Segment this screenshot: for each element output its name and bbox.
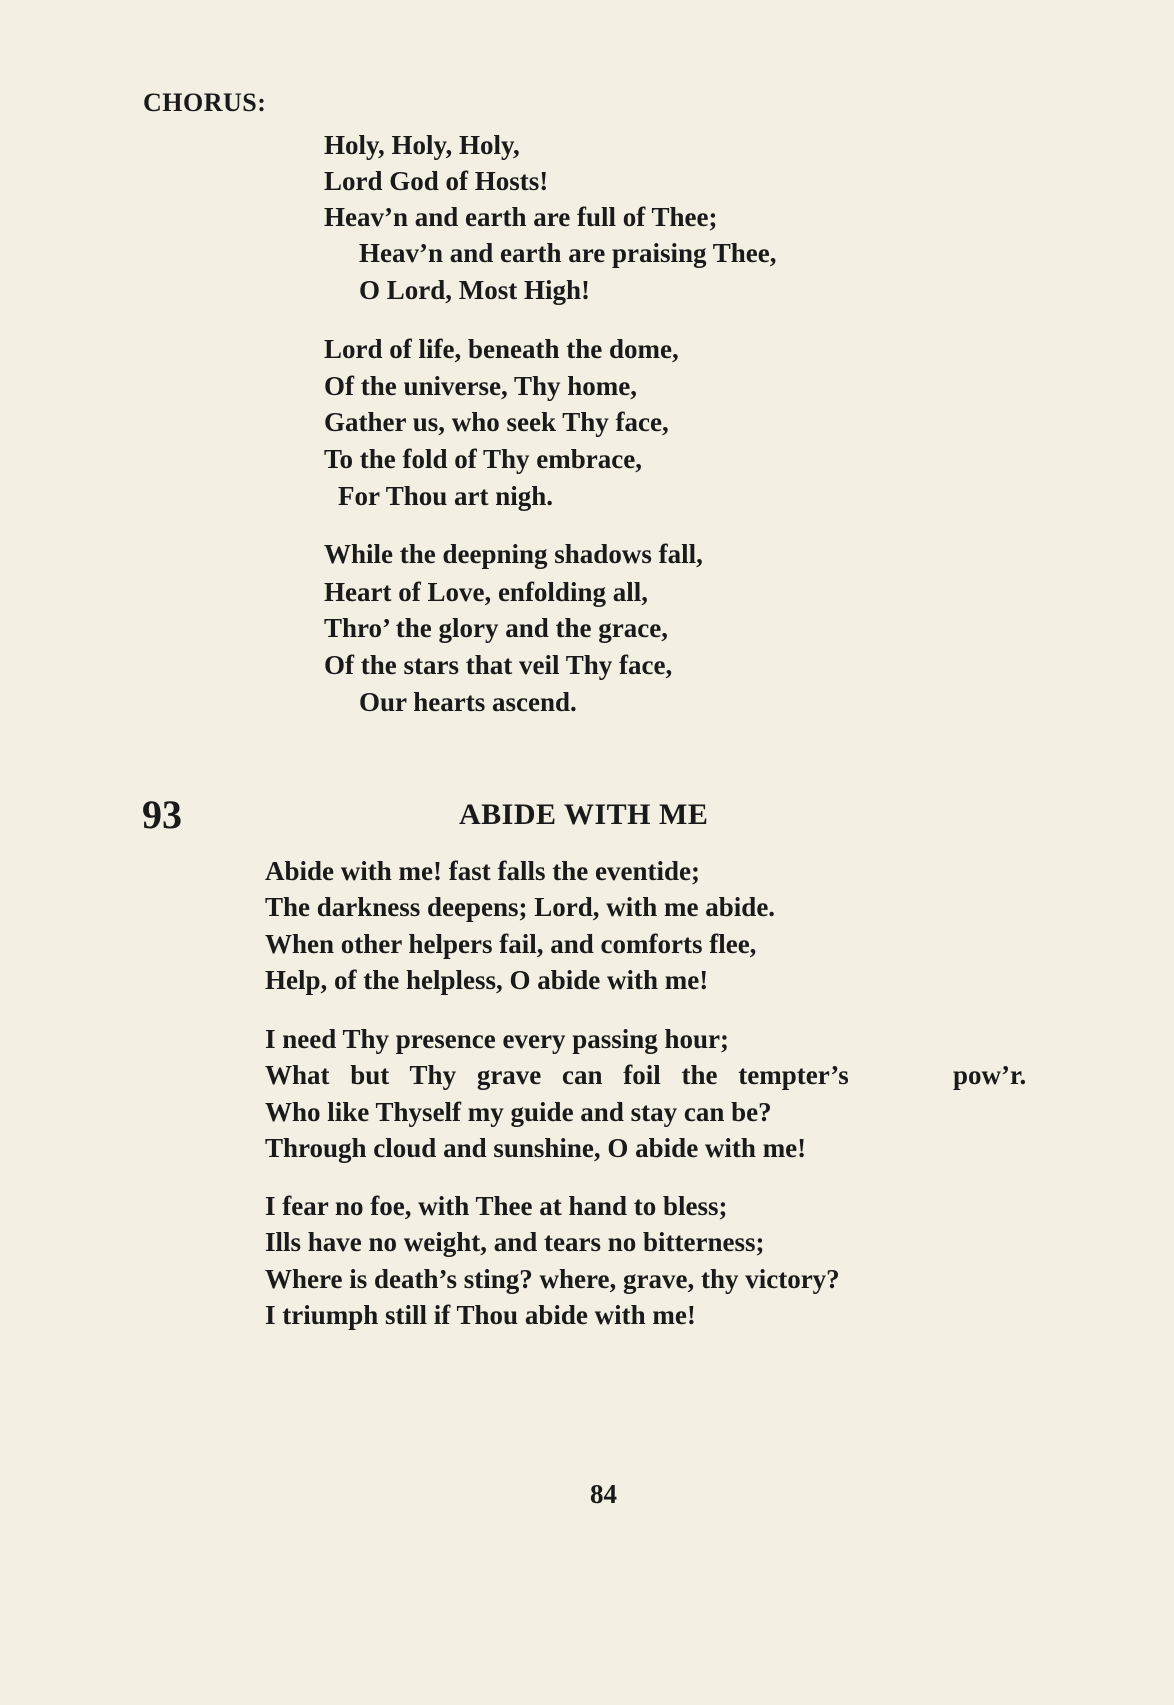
hymn-number: 93 <box>142 792 182 837</box>
hymn-line: I triumph still if Thou abide with me! <box>265 1300 696 1330</box>
hymn-line: I need Thy presence every passing hour; <box>265 1024 730 1054</box>
hymn-line: Abide with me! fast falls the eventide; <box>265 856 700 886</box>
verse-line: For Thou art nigh. <box>338 481 554 511</box>
hymn-title: ABIDE WITH ME <box>459 798 709 831</box>
verse-line: Thro’ the glory and the grace, <box>324 613 668 643</box>
verse-line: Of the universe, Thy home, <box>324 371 638 401</box>
hymn-line: Where is death’s sting? where, grave, thy victory? <box>265 1264 840 1294</box>
chorus-line: O Lord, Most High! <box>359 275 591 305</box>
verse-line: Gather us, who seek Thy face, <box>324 407 669 437</box>
hymn-line: I fear no foe, with Thee at hand to bless; <box>265 1191 728 1221</box>
chorus-line: Heav’n and earth are full of Thee; <box>324 202 718 232</box>
hymn-line: The darkness deepens; Lord, with me abide. <box>265 892 776 922</box>
overflow-word: pow’r. <box>953 1060 1027 1090</box>
chorus-line: Lord God of Hosts! <box>324 166 549 196</box>
chorus-line: Holy, Holy, Holy, <box>324 130 520 160</box>
hymn-line: Ills have no weight, and tears no bitterness; <box>265 1227 765 1257</box>
chorus-label: CHORUS: <box>143 88 267 117</box>
verse-line: Our hearts ascend. <box>359 687 577 717</box>
hymn-line: Who like Thyself my guide and stay can be? <box>265 1097 772 1127</box>
hymn-line: When other helpers fail, and comforts flee, <box>265 929 757 959</box>
hymn-line: Through cloud and sunshine, O abide with me! <box>265 1133 807 1163</box>
verse-line: Heart of Love, enfolding all, <box>324 577 648 607</box>
page-number: 84 <box>590 1479 617 1509</box>
hymn-line: What but Thy grave can foil the tempter’s <box>265 1060 849 1090</box>
verse-line: To the fold of Thy embrace, <box>324 444 643 474</box>
verse-line: Of the stars that veil Thy face, <box>324 650 673 680</box>
verse-line: Lord of life, beneath the dome, <box>324 334 679 364</box>
hymn-line: Help, of the helpless, O abide with me! <box>265 965 709 995</box>
chorus-line: Heav’n and earth are praising Thee, <box>359 238 777 268</box>
verse-line: While the deepning shadows fall, <box>324 539 703 569</box>
